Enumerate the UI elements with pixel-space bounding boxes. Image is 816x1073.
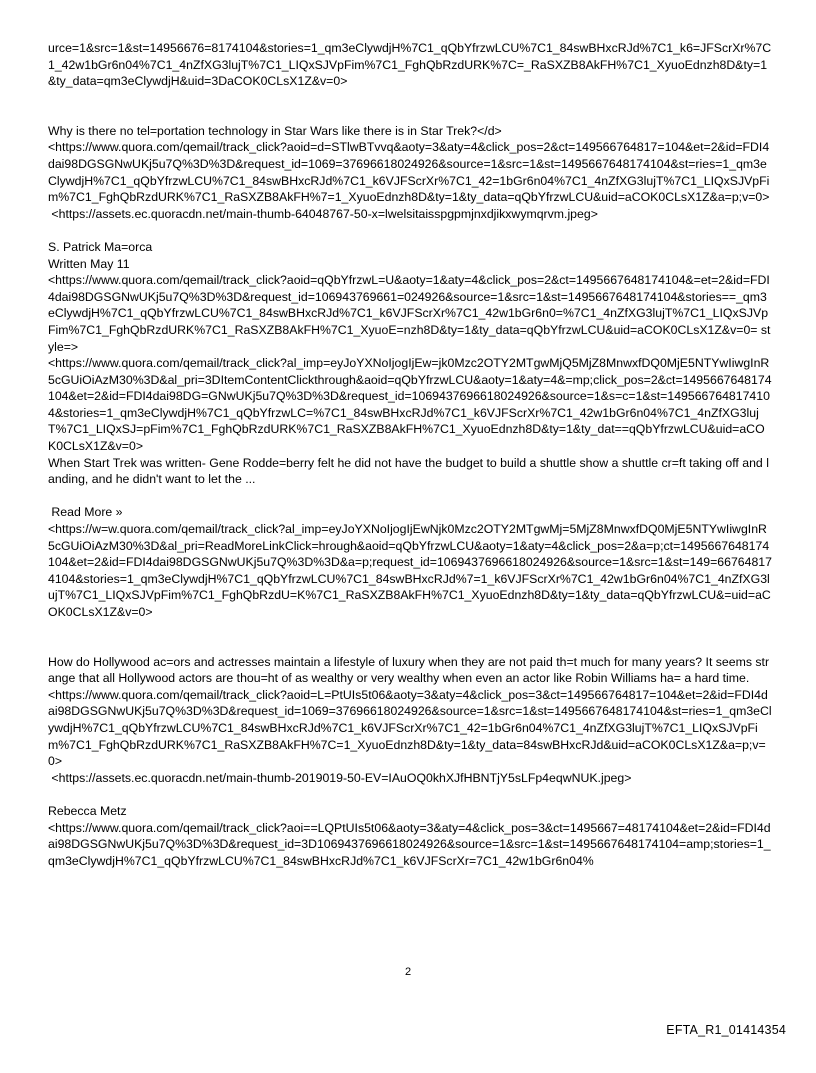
page-number: 2	[404, 966, 412, 978]
question-hollywood-actors: How do Hollywood ac=ors and actresses maintain a lifestyle of luxury when they are not paid th=t much for many years? It seems strange that all Hollywood actors are thou=ht of as wealthy or very wealthy when even an actor like Robin Williams ha= a hard time. <https://www.quora.com/qemail/track_click?aoid=L=PtUIs5t06&aoty=3&aty=4&click_pos=3&ct=149566764817=104&et=2&id=FDI4dai98DGSGNwUKj5u7Q%3D%3D&request_id=1069=37696618024926&source=1&src=1&st=1495667648174104&st=ries=1_qm3eClywdjH%7C1_qQbYfrzwLCU%7C1_84swBHxcRJd%7C1_k6VJFScrXr%7C1_42=1bGr6n04%7C1_4nZfXG3lujT%7C1_LIQxSJVpFim%7C1_FghQbRzdURK%7C1_RaSXZB8AkFH%7C=1_XyuoEdnzh8D&ty=1&ty_data=84swBHxcRJd&uid=aCOK0CLsX1Z&a=p;v=0> <https://assets.ec.quoracdn.net/main-thumb-2019019-50-EV=IAuOQ0khXJfHBNTjY5sLFp4eqwNUK.jpeg>	[48, 654, 772, 785]
answer-patrick-majorca: S. Patrick Ma=orca Written May 11 <https://www.quora.com/qemail/track_click?aoid=qQbYfrzwL=U&aoty=1&aty=4&click_pos=2&ct=1495667648174104&=et=2&id=FDI4dai98DGSGNwUKj5u7Q%3D%3D&request_id=106943769661=024926&source=1&src=1&st=1495667648174104&stories==_qm3eClywdjH%7C1_qQbYfrzwLCU%7C1_84swBHxcRJd%7C1_k6VJFScrXr%7C1_42w1bGr6n0=%7C1_4nZfXG3lujT%7C1_LIQxSJVpFim%7C1_FghQbRzdURK%7C1_RaSXZB8AkFH%7C1_XyuoE=nzh8D&ty=1&ty_data=qQbYfrzwLCU&uid=aCOK0CLsX1Z&v=0= style=> <https://www.quora.com/qemail/track_click?al_imp=eyJoYXNoIjogIjEw=jk0Mzc2OTY2MTgwMjQ5MjZ8MnwxfDQ0MjE5NTYwIiwgInR5cGUiOiAzM30%3D&al_pri=3DItemContentClickthrough&aoid=qQbYfrzwLCU&aoty=1&aty=4&=mp;click_pos=2&ct=1495667648174104&et=2&id=FDI4dai98DG=GNwUKj5u7Q%3D%3D&request_id=1069437696618024926&source=1&s=c=1&st=1495667648174104&stories=1_qm3eClywdjH%7C1_qQbYfrzwLC=%7C1_84swBHxcRJd%7C1_k6VJFScrXr%7C1_42w1bGr6n04%7C1_4nZfXG3lujT%7C1_LIQxSJ=pFim%7C1_FghQbRzdURK%7C1_RaSXZB8AkFH%7C1_XyuoEdnzh8D&ty=1&ty_dat==qQbYfrzwLCU&uid=aCOK0CLsX1Z&v=0> When Start Trek was written- Gene Rodde=berry felt he did not have the budget to build a shuttle show a shuttle cr=ft taking off and landing, and he didn't want to let the ...	[48, 239, 772, 487]
url-fragment-block: urce=1&src=1&st=14956676=8174104&stories=1_qm3eClywdjH%7C1_qQbYfrzwLCU%7C1_84swBHxcRJd%7C1_k6=JFScrXr%7C1_42w1bGr6n04%7C1_4nZfXG3lujT%7C1_LIQxSJVpFim%7C1_FghQbRzdURK%7C=_RaSXZB8AkFH%7C1_XyuoEdnzh8D&ty=1&ty_data=qm3eClywdjH&uid=3DaCOK0CLsX1Z&v=0>	[48, 41, 772, 89]
answer-rebecca-metz: Rebecca Metz <https://www.quora.com/qemail/track_click?aoi==LQPtUIs5t06&aoty=3&aty=4&click_pos=3&ct=1495667=48174104&et=2&id=FDI4dai98DGSGNwUKj5u7Q%3D%3D&request_id=3D1069437696618024926&source=1&src=1&st=1495667648174104=amp;stories=1_qm3eClywdjH%7C1_qQbYfrzwLCU%7C1_84swBHxcRJd%7C1_k6VJFScrXr=7C1_42w1bGr6n04%	[48, 803, 771, 868]
question-star-wars-teleportation: Why is there no tel=portation technology in Star Wars like there is in Star Trek?</d> <https://www.quora.com/qemail/track_click?aoid=d=STlwBTvvq&aoty=3&aty=4&click_pos=2&ct=149566764817=104&et=2&id=FDI4dai98DGSGNwUKj5u7Q%3D%3D&request_id=1069=37696618024926&source=1&src=1&st=1495667648174104&st=ries=1_qm3eClywdjH%7C1_qQbYfrzwLCU%7C1_84swBHxcRJd%7C1_k6VJFScrXr%7C1_42=1bGr6n04%7C1_4nZfXG3lujT%7C1_LIQxSJVpFim%7C1_FghQbRzdURK%7C1_RaSXZB8AkFH%7=1_XyuoEdnzh8D&ty=1&ty_data=qQbYfrzwLCU&uid=aCOK0CLsX1Z&a=p;v=0> <https://assets.ec.quoracdn.net/main-thumb-64048767-50-x=lwelsitaisspgpmjnxdjikxwymqrvm.jpeg>	[48, 123, 770, 221]
document-id-footer: EFTA_R1_01414354	[666, 1023, 786, 1037]
email-body	[48, 40, 772, 869]
read-more-link[interactable]: Read More » <https://w=w.quora.com/qemail/track_click?al_imp=eyJoYXNoIjogIjEwNjk0Mzc2OTY2MTgwMj=5MjZ8MnwxfDQ0MjE5NTYwIiwgInR5cGUiOiAzM30%3D&al_pri=ReadMoreLinkClick=hrough&aoid=qQbYfrzwLCU&aoty=1&aty=4&click_pos=2&a=p;ct=1495667648174104&et=2&id=FDI4dai98DGSGNwUKj5u7Q%3D%3D&a=p;request_id=1069437696618024926&source=1&src=1&st=149=667648174104&stories=1_qm3eClywdjH%7C1_qQbYfrzwLCU%7C1_84swBHxcRJd%7=1_k6VJFScrXr%7C1_42w1bGr6n04%7C1_4nZfXG3lujT%7C1_LIQxSJVpFim%7C1_FghQbRzdU=K%7C1_RaSXZB8AkFH%7C1_XyuoEdnzh8D&ty=1&ty_data=qQbYfrzwLCU&=uid=aCOK0CLsX1Z&v=0>	[48, 505, 772, 619]
